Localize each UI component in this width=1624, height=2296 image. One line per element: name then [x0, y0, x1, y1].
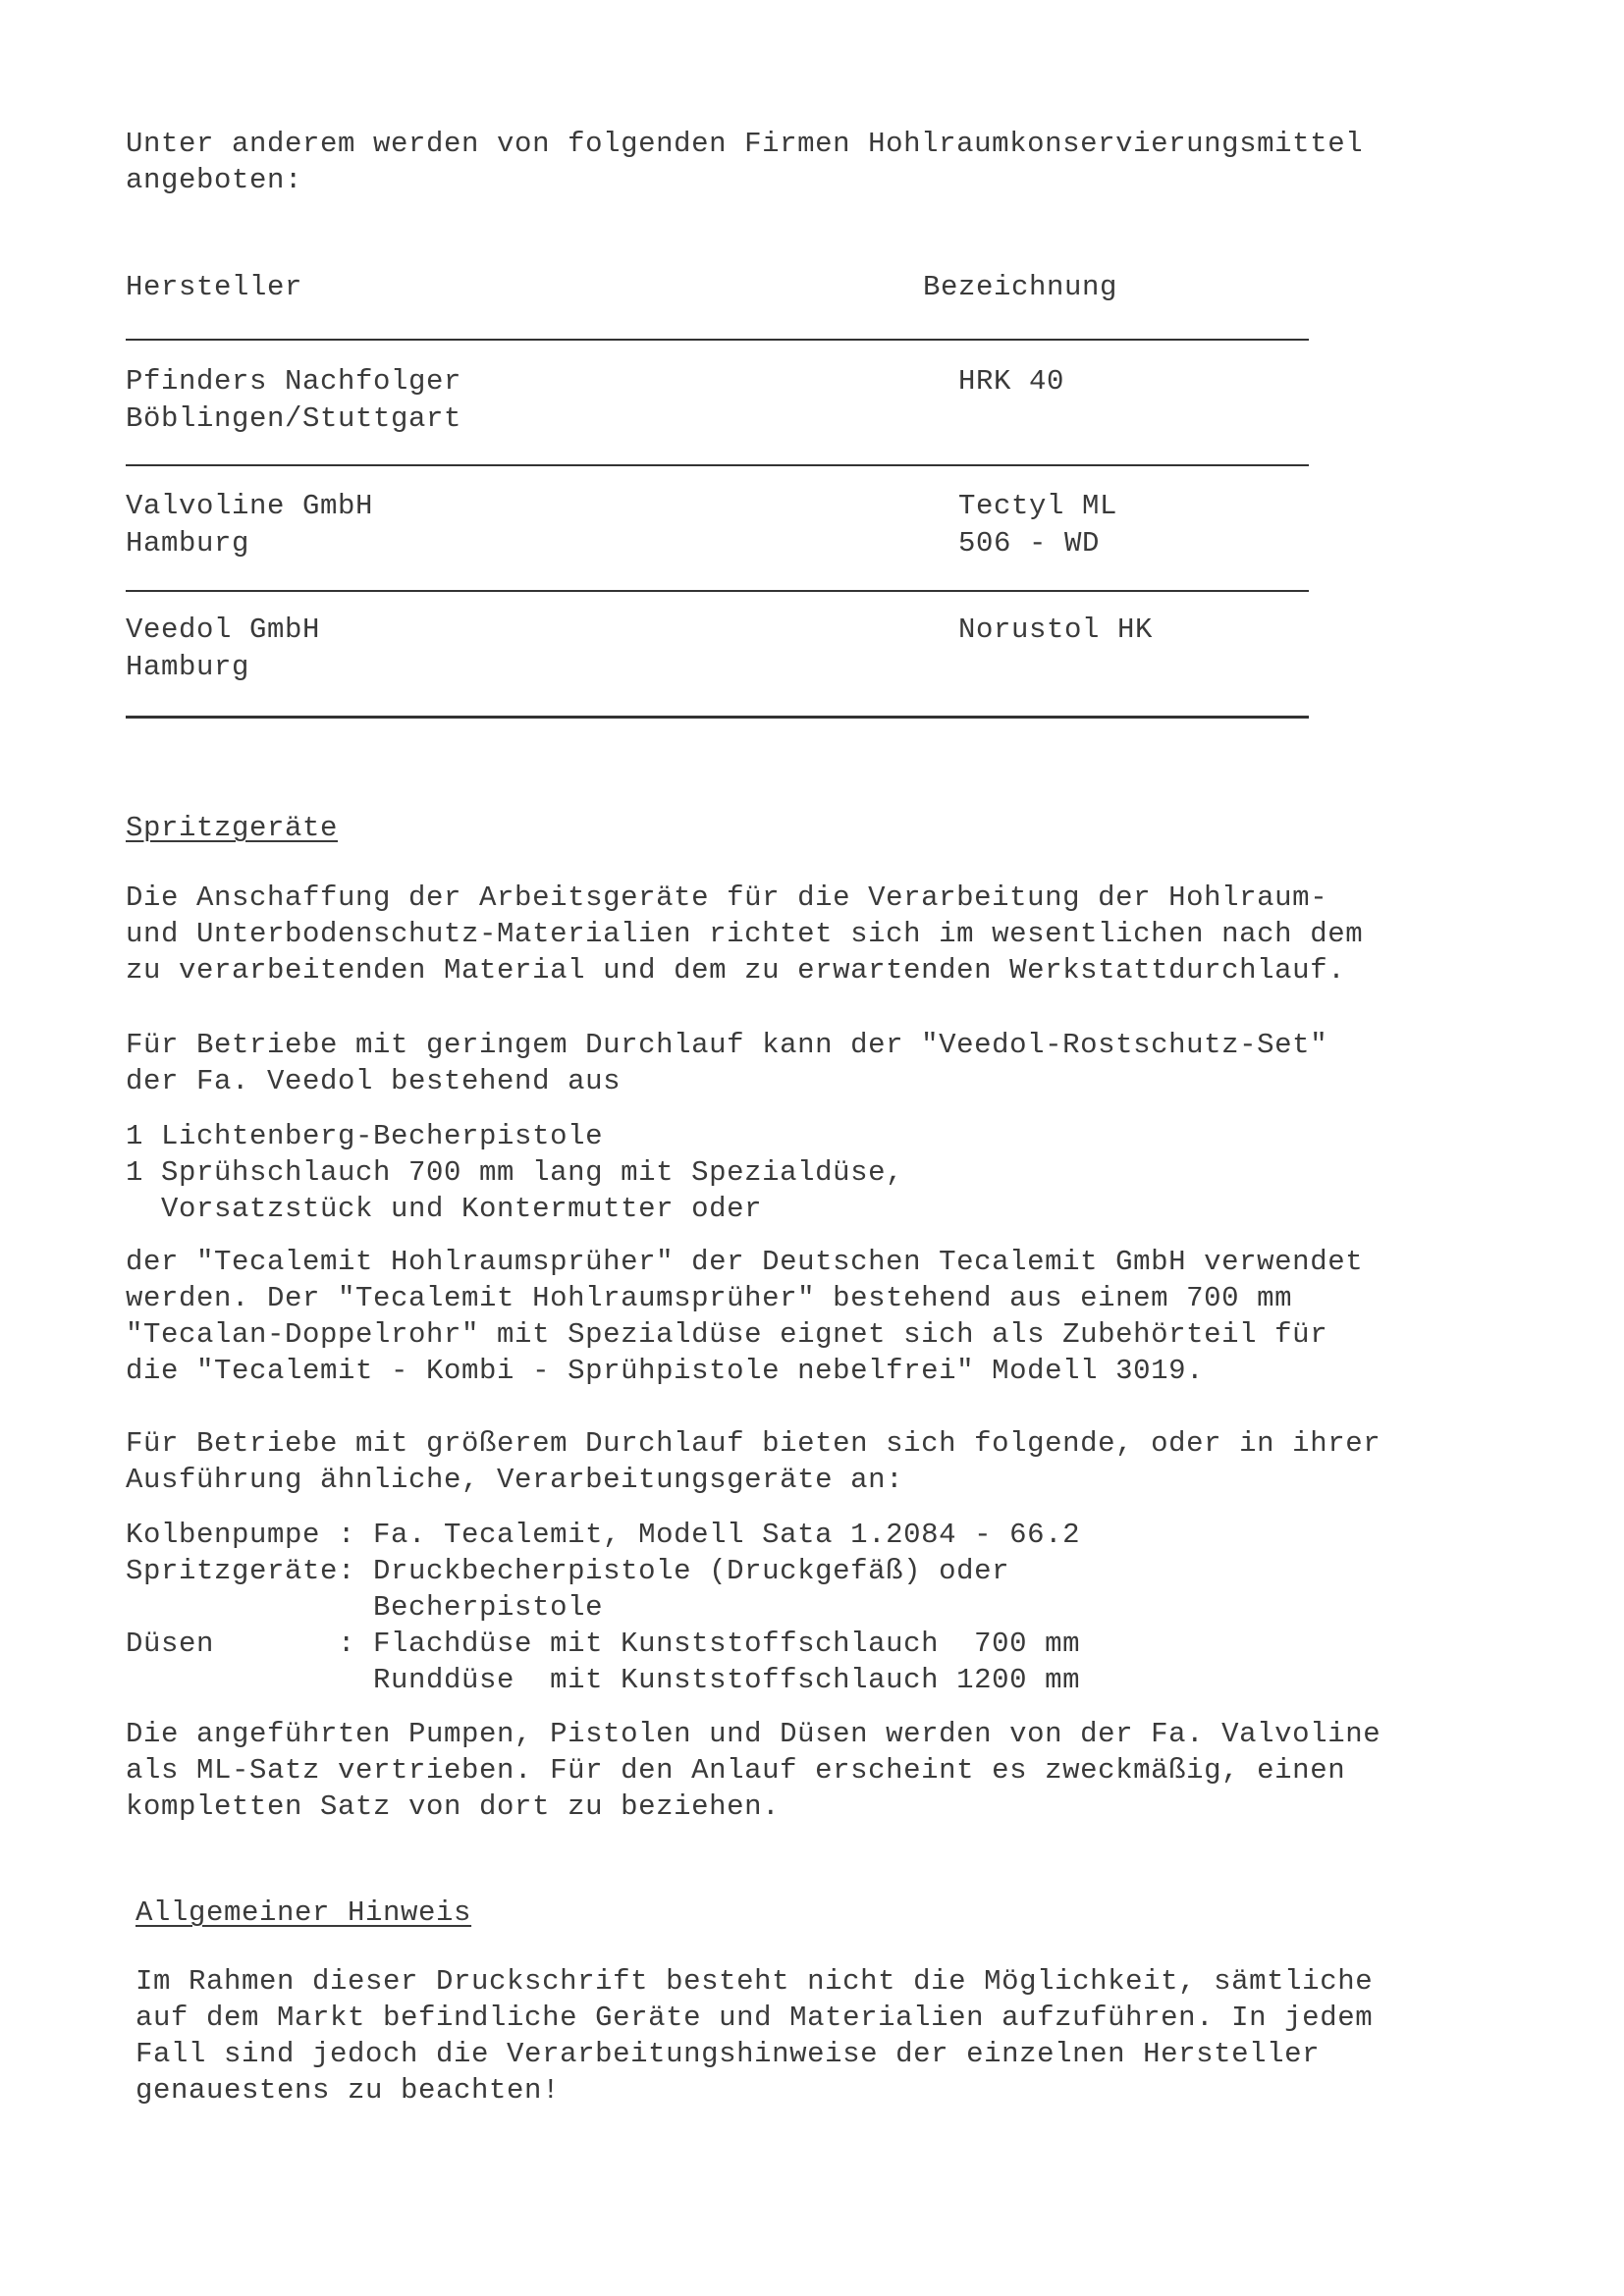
- paragraph-line: Ausführung ähnliche, Verarbeitungsgeräte an:: [126, 1464, 904, 1496]
- paragraph-line: Fall sind jedoch die Verarbeitungshinweise der einzelnen Hersteller: [135, 2038, 1321, 2070]
- equipment-line: Düsen : Flachdüse mit Kunststoffschlauch 700 mm: [126, 1628, 1081, 1660]
- list-item: Vorsatzstück und Kontermutter oder: [126, 1193, 763, 1225]
- table-row-divider: [126, 464, 1309, 466]
- list-item: 1 Sprühschlauch 700 mm lang mit Spezialdüse,: [126, 1156, 904, 1189]
- paragraph-line: genauestens zu beachten!: [135, 2074, 561, 2107]
- paragraph-line: Für Betriebe mit größerem Durchlauf bieten sich folgende, oder in ihrer: [126, 1427, 1381, 1460]
- paragraph-line: werden. Der "Tecalemit Hohlraumsprüher" bestehend aus einem 700 mm: [126, 1282, 1293, 1314]
- paragraph-line: der Fa. Veedol bestehend aus: [126, 1065, 622, 1097]
- paragraph-line: zu verarbeitenden Material und dem zu erwartenden Werkstattdurchlauf.: [126, 954, 1346, 987]
- section-heading-spray-equipment: Spritzgeräte: [126, 812, 339, 844]
- table-header-designation: Bezeichnung: [923, 271, 1118, 303]
- table-row-2-designation-line-2: 506 - WD: [958, 527, 1101, 560]
- paragraph-line: Die angeführten Pumpen, Pistolen und Düsen werden von der Fa. Valvoline: [126, 1718, 1381, 1750]
- table-row-1-manufacturer-line-1: Pfinders Nachfolger: [126, 365, 462, 398]
- intro-line-1: Unter anderem werden von folgenden Firmen Hohlraumkonservierungsmittel: [126, 128, 1364, 160]
- paragraph-line: als ML-Satz vertrieben. Für den Anlauf erscheint es zweckmäßig, einen: [126, 1754, 1346, 1787]
- table-row-3-manufacturer-line-2: Hamburg: [126, 651, 250, 683]
- paragraph-line: und Unterbodenschutz-Materialien richtet sich im wesentlichen nach dem: [126, 918, 1364, 950]
- equipment-line: Kolbenpumpe : Fa. Tecalemit, Modell Sata 1.2084 - 66.2: [126, 1519, 1081, 1551]
- intro-line-2: angeboten:: [126, 164, 303, 196]
- table-row-1-manufacturer-line-2: Böblingen/Stuttgart: [126, 402, 462, 435]
- table-row-2-manufacturer-line-2: Hamburg: [126, 527, 250, 560]
- equipment-line: Becherpistole: [126, 1591, 604, 1624]
- paragraph-line: die "Tecalemit - Kombi - Sprühpistole nebelfrei" Modell 3019.: [126, 1355, 1205, 1387]
- section-heading-general-note: Allgemeiner Hinweis: [135, 1896, 472, 1929]
- paragraph-line: Im Rahmen dieser Druckschrift besteht nicht die Möglichkeit, sämtliche: [135, 1965, 1374, 1998]
- table-row-1-designation-line-1: HRK 40: [958, 365, 1065, 398]
- paragraph-line: kompletten Satz von dort zu beziehen.: [126, 1790, 781, 1823]
- list-item: 1 Lichtenberg-Becherpistole: [126, 1120, 604, 1152]
- paragraph-line: Für Betriebe mit geringem Durchlauf kann der "Veedol-Rostschutz-Set": [126, 1029, 1328, 1061]
- table-header-manufacturer: Hersteller: [126, 271, 303, 303]
- paragraph-line: auf dem Markt befindliche Geräte und Materialien aufzuführen. In jedem: [135, 2002, 1374, 2034]
- paragraph-line: der "Tecalemit Hohlraumsprüher" der Deutschen Tecalemit GmbH verwendet: [126, 1246, 1364, 1278]
- table-row-3-manufacturer-line-1: Veedol GmbH: [126, 614, 321, 646]
- table-header-divider: [126, 339, 1309, 341]
- table-row-divider: [126, 590, 1309, 592]
- paragraph-line: Die Anschaffung der Arbeitsgeräte für die Verarbeitung der Hohlraum-: [126, 881, 1328, 914]
- table-row-3-designation-line-1: Norustol HK: [958, 614, 1154, 646]
- table-row-2-designation-line-1: Tectyl ML: [958, 490, 1118, 522]
- equipment-line: Runddüse mit Kunststoffschlauch 1200 mm: [126, 1664, 1081, 1696]
- table-row-2-manufacturer-line-1: Valvoline GmbH: [126, 490, 374, 522]
- table-bottom-divider: [126, 716, 1309, 719]
- equipment-line: Spritzgeräte: Druckbecherpistole (Druckgefäß) oder: [126, 1555, 1010, 1587]
- paragraph-line: "Tecalan-Doppelrohr" mit Spezialdüse eignet sich als Zubehörteil für: [126, 1318, 1328, 1351]
